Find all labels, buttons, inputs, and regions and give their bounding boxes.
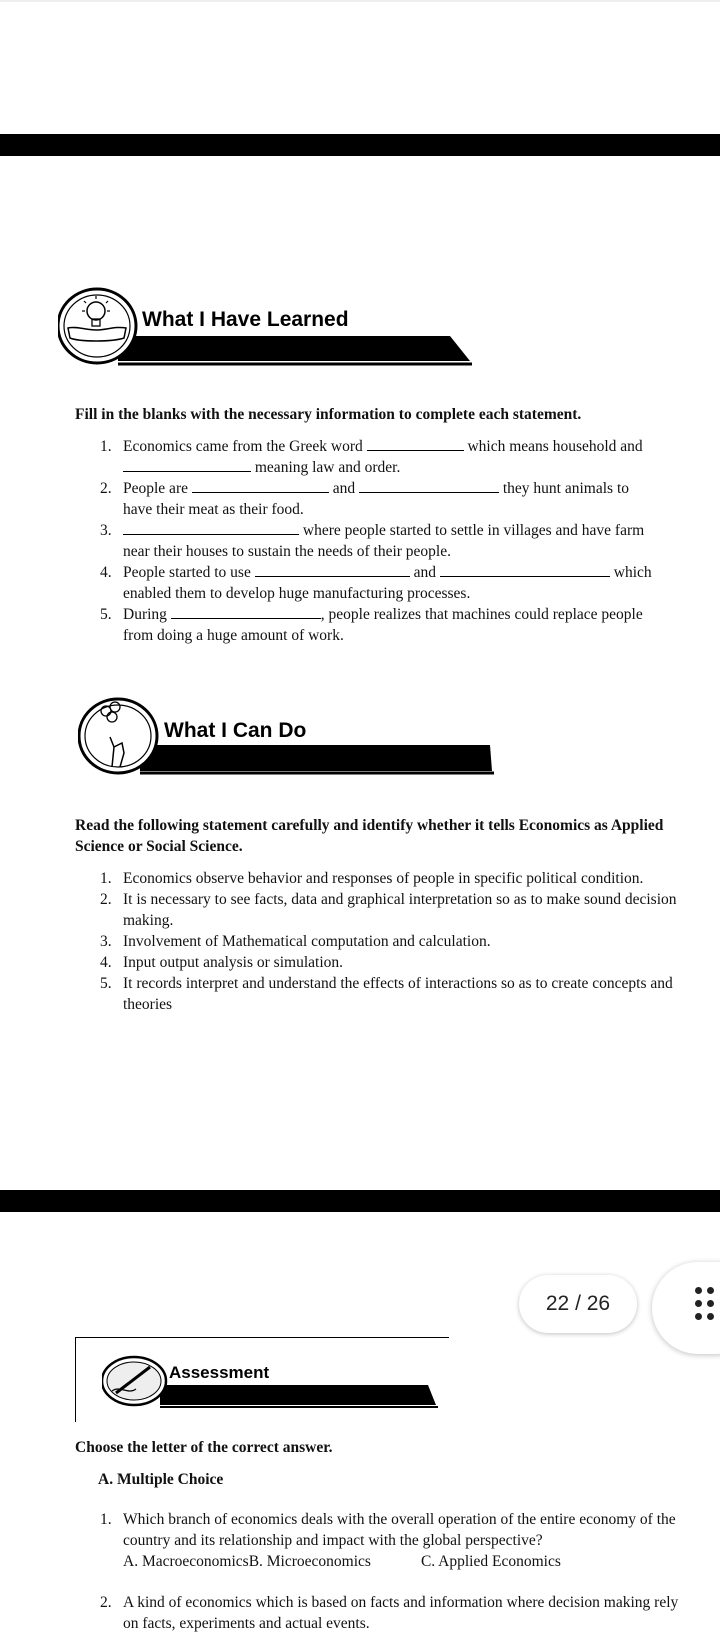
section-header-assessment — [102, 1355, 442, 1410]
list-item: 1. Economics came from the Greek word which means household and meaning law and order. — [100, 438, 643, 476]
answer-blank — [123, 457, 251, 472]
answer-blank — [192, 478, 329, 493]
option-c: C. Applied Economics — [420, 1553, 561, 1570]
fill-blanks-list — [75, 436, 685, 646]
list-item: 2. People are and they hunt animals to have their meat as their food. — [100, 480, 630, 518]
instruction-text: Fill in the blanks with the necessary information to complete each statement. — [75, 406, 582, 423]
answer-blank — [171, 604, 321, 619]
list-item: 3. where people started to settle in villages and have farm near their houses to sustain the needs of their people. — [100, 522, 645, 560]
section-header-learned — [58, 286, 478, 366]
pencil-paper-icon — [102, 1355, 442, 1410]
question-list — [75, 1509, 690, 1634]
instruction-text: Choose the letter of the correct answer. — [75, 1439, 333, 1456]
list-item: 1. Economics observe behavior and responses of people in specific political condition. — [100, 870, 644, 887]
section-title: What I Can Do — [164, 719, 307, 742]
section-title: Assessment — [169, 1363, 270, 1382]
page-separator-bar — [0, 134, 720, 156]
dots-menu-icon[interactable] — [695, 1287, 715, 1321]
instruction-text: Read the following statement carefully and identify whether it tells Economics as Applied Science or Social Science. — [75, 817, 664, 855]
answer-blank — [359, 478, 499, 493]
answer-blank — [123, 520, 299, 535]
answer-blank — [367, 436, 464, 451]
list-item: 4. Input output analysis or simulation. — [100, 954, 343, 971]
top-divider — [0, 0, 720, 2]
option-b: B. Microeconomics — [248, 1553, 371, 1570]
answer-blank — [255, 562, 410, 577]
list-item: 5. During , people realizes that machines could replace people from doing a huge amount of work. — [100, 606, 643, 644]
part-heading: A. Multiple Choice — [98, 1471, 224, 1488]
statement-list — [75, 868, 680, 1015]
answer-blank — [440, 562, 610, 577]
section-header-can-do — [78, 697, 498, 775]
page-separator-bar — [0, 1190, 720, 1212]
option-a: A. Macroeconomics — [123, 1553, 249, 1570]
question-item: 2. A kind of economics which is based on facts and information where decision making rely on facts, experiments and actual events. — [100, 1594, 679, 1632]
list-item: 5. It records interpret and understand the effects of interactions so as to create concepts and theories — [100, 975, 673, 1013]
list-item: 4. People started to use and which enabled them to develop huge manufacturing processes. — [100, 564, 652, 602]
question-item: 1. Which branch of economics deals with the overall operation of the entire economy of the country and its relationship and impact with the global perspective? A. MacroeconomicsB. Microeconomics C. Applied Economics — [100, 1511, 676, 1570]
section-title: What I Have Learned — [142, 308, 349, 331]
list-item: 2. It is necessary to see facts, data and graphical interpretation so as to make sound decision making. — [100, 891, 677, 929]
list-item: 3. Involvement of Mathematical computation and calculation. — [100, 933, 491, 950]
page-indicator: 22 / 26 — [519, 1275, 637, 1333]
